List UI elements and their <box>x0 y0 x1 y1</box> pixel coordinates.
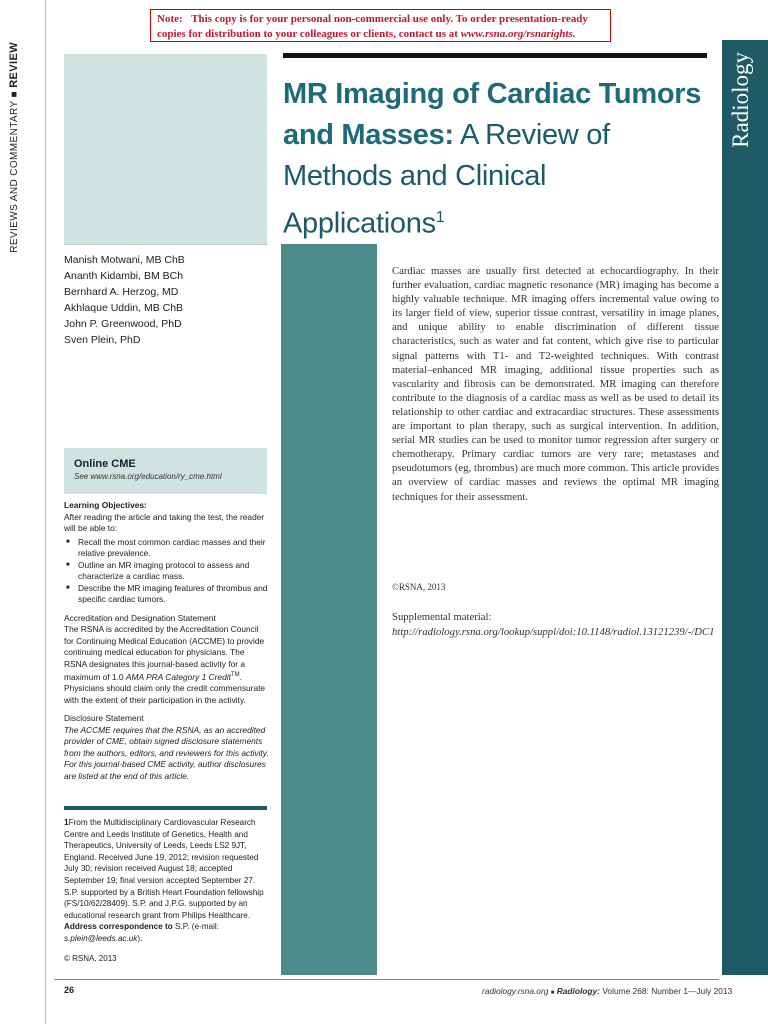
lo-title: Learning Objectives: <box>64 500 147 510</box>
accred-text-1: The RSNA is accredited by the Accreditation Council for Continuing Medical Education (ACCME) to provide continuing medical education for physicians. The RSNA designates this journal-based activity for a maximum of 1.0 <box>64 624 265 682</box>
page-number: 26 <box>64 985 75 995</box>
supplemental-material <box>392 610 719 640</box>
footer-bullet: ■ <box>550 990 555 996</box>
learning-objectives <box>64 500 269 782</box>
note-text: This copy is for your personal non-commercial use only. To order presentation-ready copies for distribution to your colleagues or clients, contact us at <box>157 13 588 40</box>
cme-link[interactable]: See www.rsna.org/education/ry_cme.html <box>74 472 222 481</box>
objective-list <box>64 537 269 606</box>
footnote-mark: 1 <box>64 818 69 827</box>
disclosure-heading: Disclosure Statement <box>64 713 144 724</box>
footer-site: radiology.rsna.org <box>482 986 549 996</box>
rights-note <box>150 9 611 42</box>
objective-item: ■ Describe the MR imaging features of thrombus and specific cardiac tumors. <box>64 583 269 606</box>
section-label-text: REVIEWS AND COMMENTARY <box>9 100 20 253</box>
footer-volume: Volume 268: Number 1—July 2013 <box>602 986 733 996</box>
footer-rule <box>54 979 719 980</box>
journal-footer <box>482 986 732 996</box>
title-rest-part: A Review of Methods and Clinical Applications <box>283 119 610 240</box>
abstract-text: Cardiac masses are usually first detected at echocardiography. In their further evaluation, cardiac magnetic resonance (MR) imaging has become a highly valuable technique. MR imaging offers incremental value owing to its larger field of view, superior tissue contrast, versatility in image planes, and unique ability to enable discrimination of different tissue characteristics, such as water and fat content, which give rise to particular signal patterns with T1- and T2-weighted techniques. With contrast material–enhanced MR imaging, additional tissue properties such as vascularity and fibrosis can be demonstrated. MR imaging can therefore contribute to the diagnosis of a cardiac mass as well as be used to detail its relationship to other cardiac and extracardiac structures. These assessments are important to plan therapy, such as surgical intervention. In addition, serial MR studies can be used to monitor tumor regression after surgery or chemotherapy. Primary cardiac tumors are very rare; metastases and pseudotumors (eg, thrombus) are much more common. This article provides an overview of cardiac masses and reviews the optimal MR imaging techniques for their assessment. <box>392 265 719 503</box>
lo-intro: After reading the article and taking the test, the reader will be able to: <box>64 511 265 533</box>
radiology-logo-text: Radiology <box>728 52 753 148</box>
author: Akhlaque Uddin, MB ChB <box>64 302 184 314</box>
author: Ananth Kidambi, BM BCh <box>64 270 184 282</box>
journal-side-band <box>722 40 768 975</box>
accred-text-2: . Physicians should claim only the credit commensurate with the extent of their participation in the activity. <box>64 671 266 705</box>
author-divider <box>64 244 268 245</box>
note-label: Note: <box>157 13 183 25</box>
author: Manish Motwani, MB ChB <box>64 254 185 266</box>
title-bold-part: MR Imaging of Cardiac Tumors and Masses: <box>283 78 702 151</box>
abstract-copyright: ©RSNA, 2013 <box>392 582 446 592</box>
section-label-bold: REVIEW <box>8 42 20 88</box>
supp-link[interactable]: http://radiology.rsna.org/lookup/suppl/doi:10.1148/radiol.13121239/-/DC1 <box>392 626 715 638</box>
address-label: Address correspondence to <box>64 922 173 932</box>
title-top-rule <box>283 53 707 58</box>
abstract-side-bar <box>281 244 377 975</box>
author: Bernhard A. Herzog, MD <box>64 286 179 298</box>
accred-credit: AMA PRA Category 1 Credit <box>125 671 231 682</box>
disclosure-text: The ACCME requires that the RSNA, as an accredited provider of CME, obtain signed disclosure statements from the authors, editors, and reviewers for this activity. For this journal-based CME activity, author disclosures are listed at the end of this article. <box>64 724 269 781</box>
address-who: S.P. (e-mail: <box>175 922 220 932</box>
supp-label: Supplemental material: <box>392 611 492 623</box>
author: John P. Greenwood, PhD <box>64 318 182 330</box>
footnote-text: From the Multidisciplinary Cardiovascular Research Centre and Leeds Institute of Genetics, Health and Therapeutics, University of Leeds, Leeds LS2 9JT, England. Received June 19, 2012; revision requested July 30; revision received August 18; accepted September 19; final version accepted September 27. S.P. supported by a British Heart Foundation fellowship (FS/10/62/28409). S.P. and J.P.G. supported by an educational research grant from Philips Healthcare. <box>64 818 264 920</box>
footnote-rule <box>64 806 267 810</box>
section-label <box>8 42 38 262</box>
title-footnote-mark: 1 <box>435 209 445 226</box>
cme-box <box>64 448 267 494</box>
objective-item: ■ Outline an MR imaging protocol to assess and characterize a cardiac mass. <box>64 560 269 583</box>
footnote-copyright: © RSNA, 2013 <box>64 954 117 963</box>
article-title <box>283 74 713 245</box>
accred-tm: TM <box>230 672 240 678</box>
note-link[interactable]: www.rsna.org/rsnarights. <box>460 28 576 40</box>
cme-title: Online CME <box>74 458 136 470</box>
radiology-logo <box>720 52 766 172</box>
address-end: ). <box>137 933 143 943</box>
author-list <box>64 252 274 348</box>
accreditation-text <box>64 624 269 706</box>
author: Sven Plein, PhD <box>64 334 141 346</box>
email-link[interactable]: s.plein@leeds.ac.uk <box>64 933 138 943</box>
footer-journal: Radiology: <box>556 986 600 996</box>
objective-item: ■ Recall the most common cardiac masses and their relative prevalence. <box>64 537 269 560</box>
decorative-teal-block <box>64 54 267 244</box>
affiliation-footnote <box>64 817 269 945</box>
accreditation-heading: Accreditation and Designation Statement <box>64 612 216 623</box>
section-separator: ■ <box>9 90 20 98</box>
